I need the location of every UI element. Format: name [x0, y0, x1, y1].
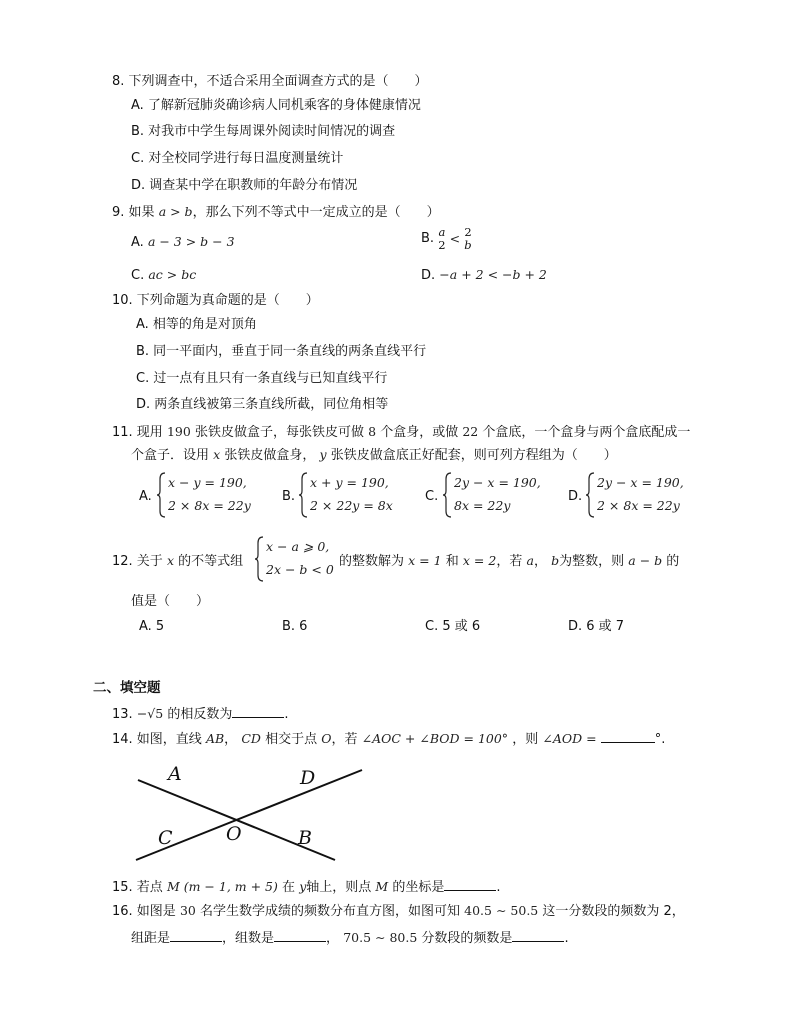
- q15-mpoint: M: [375, 879, 389, 894]
- q9-option-c-label: C.: [131, 268, 145, 283]
- q12-s1: x = 1: [408, 553, 442, 568]
- q11-stem-line1: [112, 423, 690, 442]
- q9-option-d: [421, 266, 547, 285]
- q10-option-a: A. 相等的角是对顶角: [136, 317, 257, 332]
- q16-a: 16. 如图是: [112, 904, 176, 919]
- q12-amb: a − b: [628, 553, 663, 568]
- q14-f: °.: [654, 732, 666, 747]
- q10-option-b: B. 同一平面内，垂直于同一条直线的两条直线平行: [136, 344, 427, 359]
- q14-e: ，则: [512, 732, 539, 747]
- q11-l2-a: 个盒子．设用: [131, 448, 210, 463]
- q11-b-row2: 2 × 22y = 8x: [310, 498, 393, 513]
- q16-n: 30: [179, 903, 196, 918]
- intersecting-lines-figure: [130, 760, 370, 868]
- q9-frac2-den: b: [464, 238, 472, 252]
- q9-option-b-label: B.: [421, 231, 435, 246]
- q16-l2b: ，组数是: [222, 931, 275, 946]
- q10-option-c: C. 过一点有且只有一条直线与已知直线平行: [136, 371, 388, 386]
- q16-r1: 40.5 ∼ 50.5: [464, 903, 539, 918]
- q16-blank-2[interactable]: [274, 928, 326, 942]
- q14-eq: ∠AOC + ∠BOD = 100°: [361, 731, 509, 746]
- q12-vb: b: [551, 553, 560, 568]
- q13-answer-blank[interactable]: [232, 704, 284, 718]
- q11-stem-line2: [131, 446, 617, 465]
- q13-math: −√5: [136, 706, 164, 721]
- q14-aod: ∠AOD =: [542, 731, 597, 746]
- q11-option-a-label: A.: [139, 489, 152, 504]
- q14-answer-blank[interactable]: [601, 729, 655, 743]
- q11-c-row2: 8x = 22y: [454, 498, 511, 513]
- q16-l2a: 组距是: [131, 931, 171, 946]
- q12-b: 的不等式组: [178, 554, 244, 569]
- q9-stem-math: a > b: [158, 204, 193, 219]
- q10-option-d: D. 两条直线被第三条直线所截，同位角相等: [136, 397, 389, 412]
- q11-option-d-system: [585, 472, 700, 518]
- q14-c: 相交于点: [265, 732, 318, 747]
- q11-b-row1: x + y = 190,: [310, 475, 389, 490]
- q12-s2: x = 2: [462, 553, 497, 568]
- q11-option-c-label: C.: [425, 489, 439, 504]
- q15-b: 在: [282, 880, 296, 895]
- label-c: C: [158, 827, 173, 849]
- q13-a: 13.: [112, 707, 133, 722]
- q11-l1-n2: 8: [368, 424, 377, 439]
- q16-line2: [131, 928, 569, 948]
- q12-row1: x − a ⩾ 0,: [266, 539, 330, 554]
- q12-option-d: D. 6 或 7: [568, 619, 625, 634]
- q11-l1-c: 个盒身，或做: [380, 425, 459, 440]
- label-a: A: [168, 763, 182, 785]
- q16-blank-3[interactable]: [512, 928, 564, 942]
- q13-b: 的相反数为: [167, 707, 233, 722]
- q9-stem-post: ，那么下列不等式中一定成立的是（ ）: [192, 205, 440, 220]
- brace-icon: [156, 472, 166, 518]
- q11-option-c-system: [442, 472, 557, 518]
- q14-o: O: [321, 731, 332, 746]
- q12-a: 12. 关于: [112, 554, 163, 569]
- q11-l1-a: 11. 现用: [112, 425, 163, 440]
- q12-option-a: A. 5: [139, 619, 165, 634]
- q12-option-b: B. 6: [282, 619, 308, 634]
- q9-stem: [112, 203, 440, 222]
- q11-l1-b: 张铁皮做盒子，每张铁皮可做: [194, 425, 364, 440]
- q13-c: .: [284, 707, 289, 722]
- q16-line1: [112, 902, 685, 921]
- section-title: 二、填空题: [93, 680, 161, 696]
- q14-ab: AB: [205, 731, 225, 746]
- q15-c: 轴上，则点: [306, 880, 372, 895]
- q12-inequality-system: [254, 536, 334, 582]
- q11-option-b-label: B.: [282, 489, 296, 504]
- q9-option-c-math: ac > bc: [148, 267, 197, 282]
- label-d: D: [300, 767, 316, 789]
- q14-b: ，: [224, 732, 238, 747]
- q12-f: ，: [533, 554, 547, 569]
- q9-option-c: [131, 266, 196, 285]
- q11-d-row1: 2y − x = 190,: [597, 475, 684, 490]
- q15-d: 的坐标是: [392, 880, 445, 895]
- q11-option-b-system: [298, 472, 408, 518]
- q9-stem-pre: 9. 如果: [112, 205, 155, 220]
- q11-c-row1: 2y − x = 190,: [454, 475, 541, 490]
- q12-va: a: [526, 553, 534, 568]
- q15-answer-blank[interactable]: [444, 877, 496, 891]
- q11-l2-y: y: [319, 447, 327, 462]
- q11-a-row2: 2 × 8x = 22y: [168, 498, 251, 513]
- brace-icon: [298, 472, 308, 518]
- q8-stem: 8. 下列调查中，不适合采用全面调查方式的是（ ）: [112, 74, 428, 89]
- q16-blank-1[interactable]: [170, 928, 222, 942]
- q12-h: 的: [666, 554, 680, 569]
- q12-stem-line2: 值是（ ）: [131, 594, 210, 609]
- q12-stem-left: [112, 552, 243, 571]
- q12-option-c: C. 5 或 6: [425, 619, 481, 634]
- q11-l1-d: 个盒底，一个盒身与两个盒底配成一: [482, 425, 691, 440]
- q8-option-a: A. 了解新冠肺炎确诊病人同机乘客的身体健康情况: [131, 98, 421, 113]
- q11-option-a-system: [156, 472, 266, 518]
- q11-l1-n1: 190: [166, 424, 191, 439]
- q9-option-b-frac1: [438, 226, 445, 252]
- brace-icon: [585, 472, 595, 518]
- brace-icon: [254, 536, 264, 582]
- q9-option-d-math: −a + 2 < −b + 2: [439, 267, 547, 282]
- q14-stem: [112, 729, 665, 749]
- q14-a: 14. 如图，直线: [112, 732, 202, 747]
- q14-d: ，若: [331, 732, 358, 747]
- q8-option-b: B. 对我市中学生每周课外阅读时间情况的调查: [131, 124, 396, 139]
- q11-l1-n3: 22: [462, 424, 479, 439]
- q10-stem: 10. 下列命题为真命题的是（ ）: [112, 293, 319, 308]
- q16-c: 这一分数段的频数为 2，: [542, 904, 685, 919]
- q16-b: 名学生数学成绩的频数分布直方图，如图可知: [200, 904, 461, 919]
- q13: [112, 704, 289, 724]
- brace-icon: [442, 472, 452, 518]
- q15-a: 15. 若点: [112, 880, 163, 895]
- q9-option-d-label: D.: [421, 268, 436, 283]
- q16-l2d: 分数段的频数是: [421, 931, 513, 946]
- q8-option-c: C. 对全校同学进行每日温度测量统计: [131, 151, 344, 166]
- q12-c: 的整数解为: [339, 554, 405, 569]
- q12-e: ，若: [496, 554, 523, 569]
- q9-option-a: [131, 233, 235, 252]
- q11-a-row1: x − y = 190,: [168, 475, 247, 490]
- q12-row2: 2x − b < 0: [266, 562, 334, 577]
- q11-l2-x: x: [213, 447, 221, 462]
- label-o: O: [226, 823, 242, 845]
- q12-d: 和: [445, 554, 459, 569]
- q15: [112, 877, 501, 897]
- q9-option-a-label: A.: [131, 235, 144, 250]
- q9-frac2-num: 2: [464, 225, 472, 239]
- q15-y: y: [299, 879, 307, 894]
- q11-option-d-label: D.: [568, 489, 583, 504]
- q9-option-b-op: <: [449, 231, 461, 246]
- label-b: B: [298, 827, 312, 849]
- q16-l2c: ，: [326, 931, 340, 946]
- q11-l2-b: 张铁皮做盒身，: [224, 448, 316, 463]
- q11-d-row2: 2 × 8x = 22y: [597, 498, 680, 513]
- q12-x: x: [166, 553, 175, 568]
- q15-e: .: [496, 880, 501, 895]
- q14-cd: CD: [241, 731, 261, 746]
- q11-l2-c: 张铁皮做盒底正好配套，则可列方程组为（ ）: [330, 448, 617, 463]
- q12-g: 为整数，则: [559, 554, 625, 569]
- q9-option-a-math: a − 3 > b − 3: [147, 234, 235, 249]
- q8-option-d: D. 调查某中学在职教师的年龄分布情况: [131, 178, 358, 193]
- q15-m: M (m − 1, m + 5): [166, 879, 278, 894]
- q16-r2: 70.5 ∼ 80.5: [343, 930, 418, 945]
- q12-stem-right: [339, 552, 679, 571]
- q9-frac1-num: a: [438, 225, 446, 239]
- q9-option-b: [421, 226, 472, 252]
- q9-option-b-frac2: [464, 226, 471, 252]
- q16-l2e: .: [564, 931, 569, 946]
- q9-frac1-den: 2: [438, 238, 446, 252]
